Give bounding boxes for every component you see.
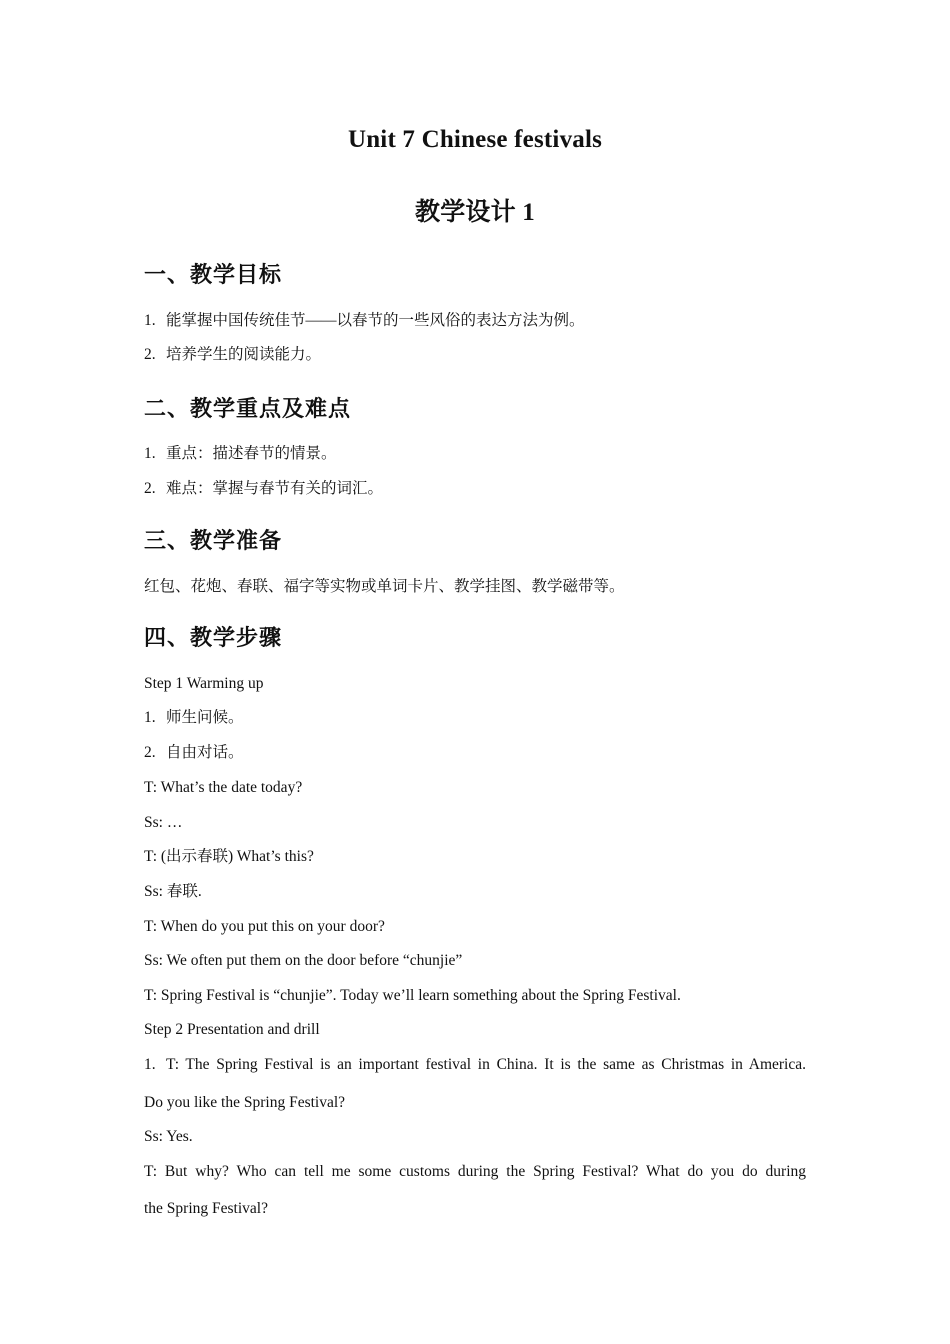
dialog-line: Ss: We often put them on the door before “chunjie”	[144, 952, 463, 969]
list-item	[144, 445, 806, 463]
section-heading-key-points: 二、教学重点及难点	[144, 396, 352, 421]
list-number: 1.	[144, 1056, 156, 1073]
document-subtitle: 教学设计 1	[415, 199, 535, 226]
document-title: Unit 7 Chinese festivals	[347, 126, 603, 153]
list-text: T: The Spring Festival is an important festival in China. It is the same as Christmas in America.	[166, 1056, 806, 1073]
dialog-line: T: What’s the date today?	[144, 779, 303, 796]
list-item	[144, 480, 806, 498]
dialog-line: T: When do you put this on your door?	[144, 918, 385, 935]
list-item	[144, 312, 806, 330]
list-text: 自由对话。	[166, 744, 244, 761]
dialog-line: Ss: 春联.	[144, 883, 202, 900]
list-item	[144, 709, 806, 727]
dialog-line: Ss: …	[144, 814, 183, 831]
list-text: 难点：掌握与春节有关的词汇。	[166, 480, 384, 497]
list-number: 2.	[144, 744, 156, 761]
list-text-continuation: Do you like the Spring Festival?	[144, 1094, 346, 1111]
list-text: 能掌握中国传统佳节——以春节的一些风俗的表达方法为例。	[166, 312, 585, 329]
list-number: 1.	[144, 445, 156, 462]
list-number: 1.	[144, 312, 156, 329]
preparation-text: 红包、花炮、春联、福字等实物或单词卡片、教学挂图、教学磁带等。	[144, 578, 625, 595]
list-number: 2.	[144, 480, 156, 497]
dialog-line: T: But why? Who can tell me some customs during the Spring Festival? What do you do during	[144, 1163, 806, 1180]
dialog-line: T: (出示春联) What’s this?	[144, 848, 314, 865]
list-item	[144, 1056, 806, 1074]
step-2-title: Step 2 Presentation and drill	[144, 1021, 320, 1038]
dialog-line: Ss: Yes.	[144, 1128, 193, 1145]
list-text: 培养学生的阅读能力。	[166, 346, 322, 363]
list-item	[144, 744, 806, 762]
section-heading-objectives: 一、教学目标	[144, 262, 283, 287]
dialog-line: the Spring Festival?	[144, 1200, 268, 1217]
list-number: 1.	[144, 709, 156, 726]
list-number: 2.	[144, 346, 156, 363]
list-text: 重点：描述春节的情景。	[166, 445, 337, 462]
section-heading-preparation: 三、教学准备	[144, 528, 283, 553]
list-text: 师生问候。	[166, 709, 244, 726]
list-item	[144, 346, 806, 364]
step-1-title: Step 1 Warming up	[144, 675, 264, 692]
dialog-line: T: Spring Festival is “chunjie”. Today we’ll learn something about the Spring Festival.	[144, 987, 681, 1004]
section-heading-procedure: 四、教学步骤	[144, 625, 283, 650]
